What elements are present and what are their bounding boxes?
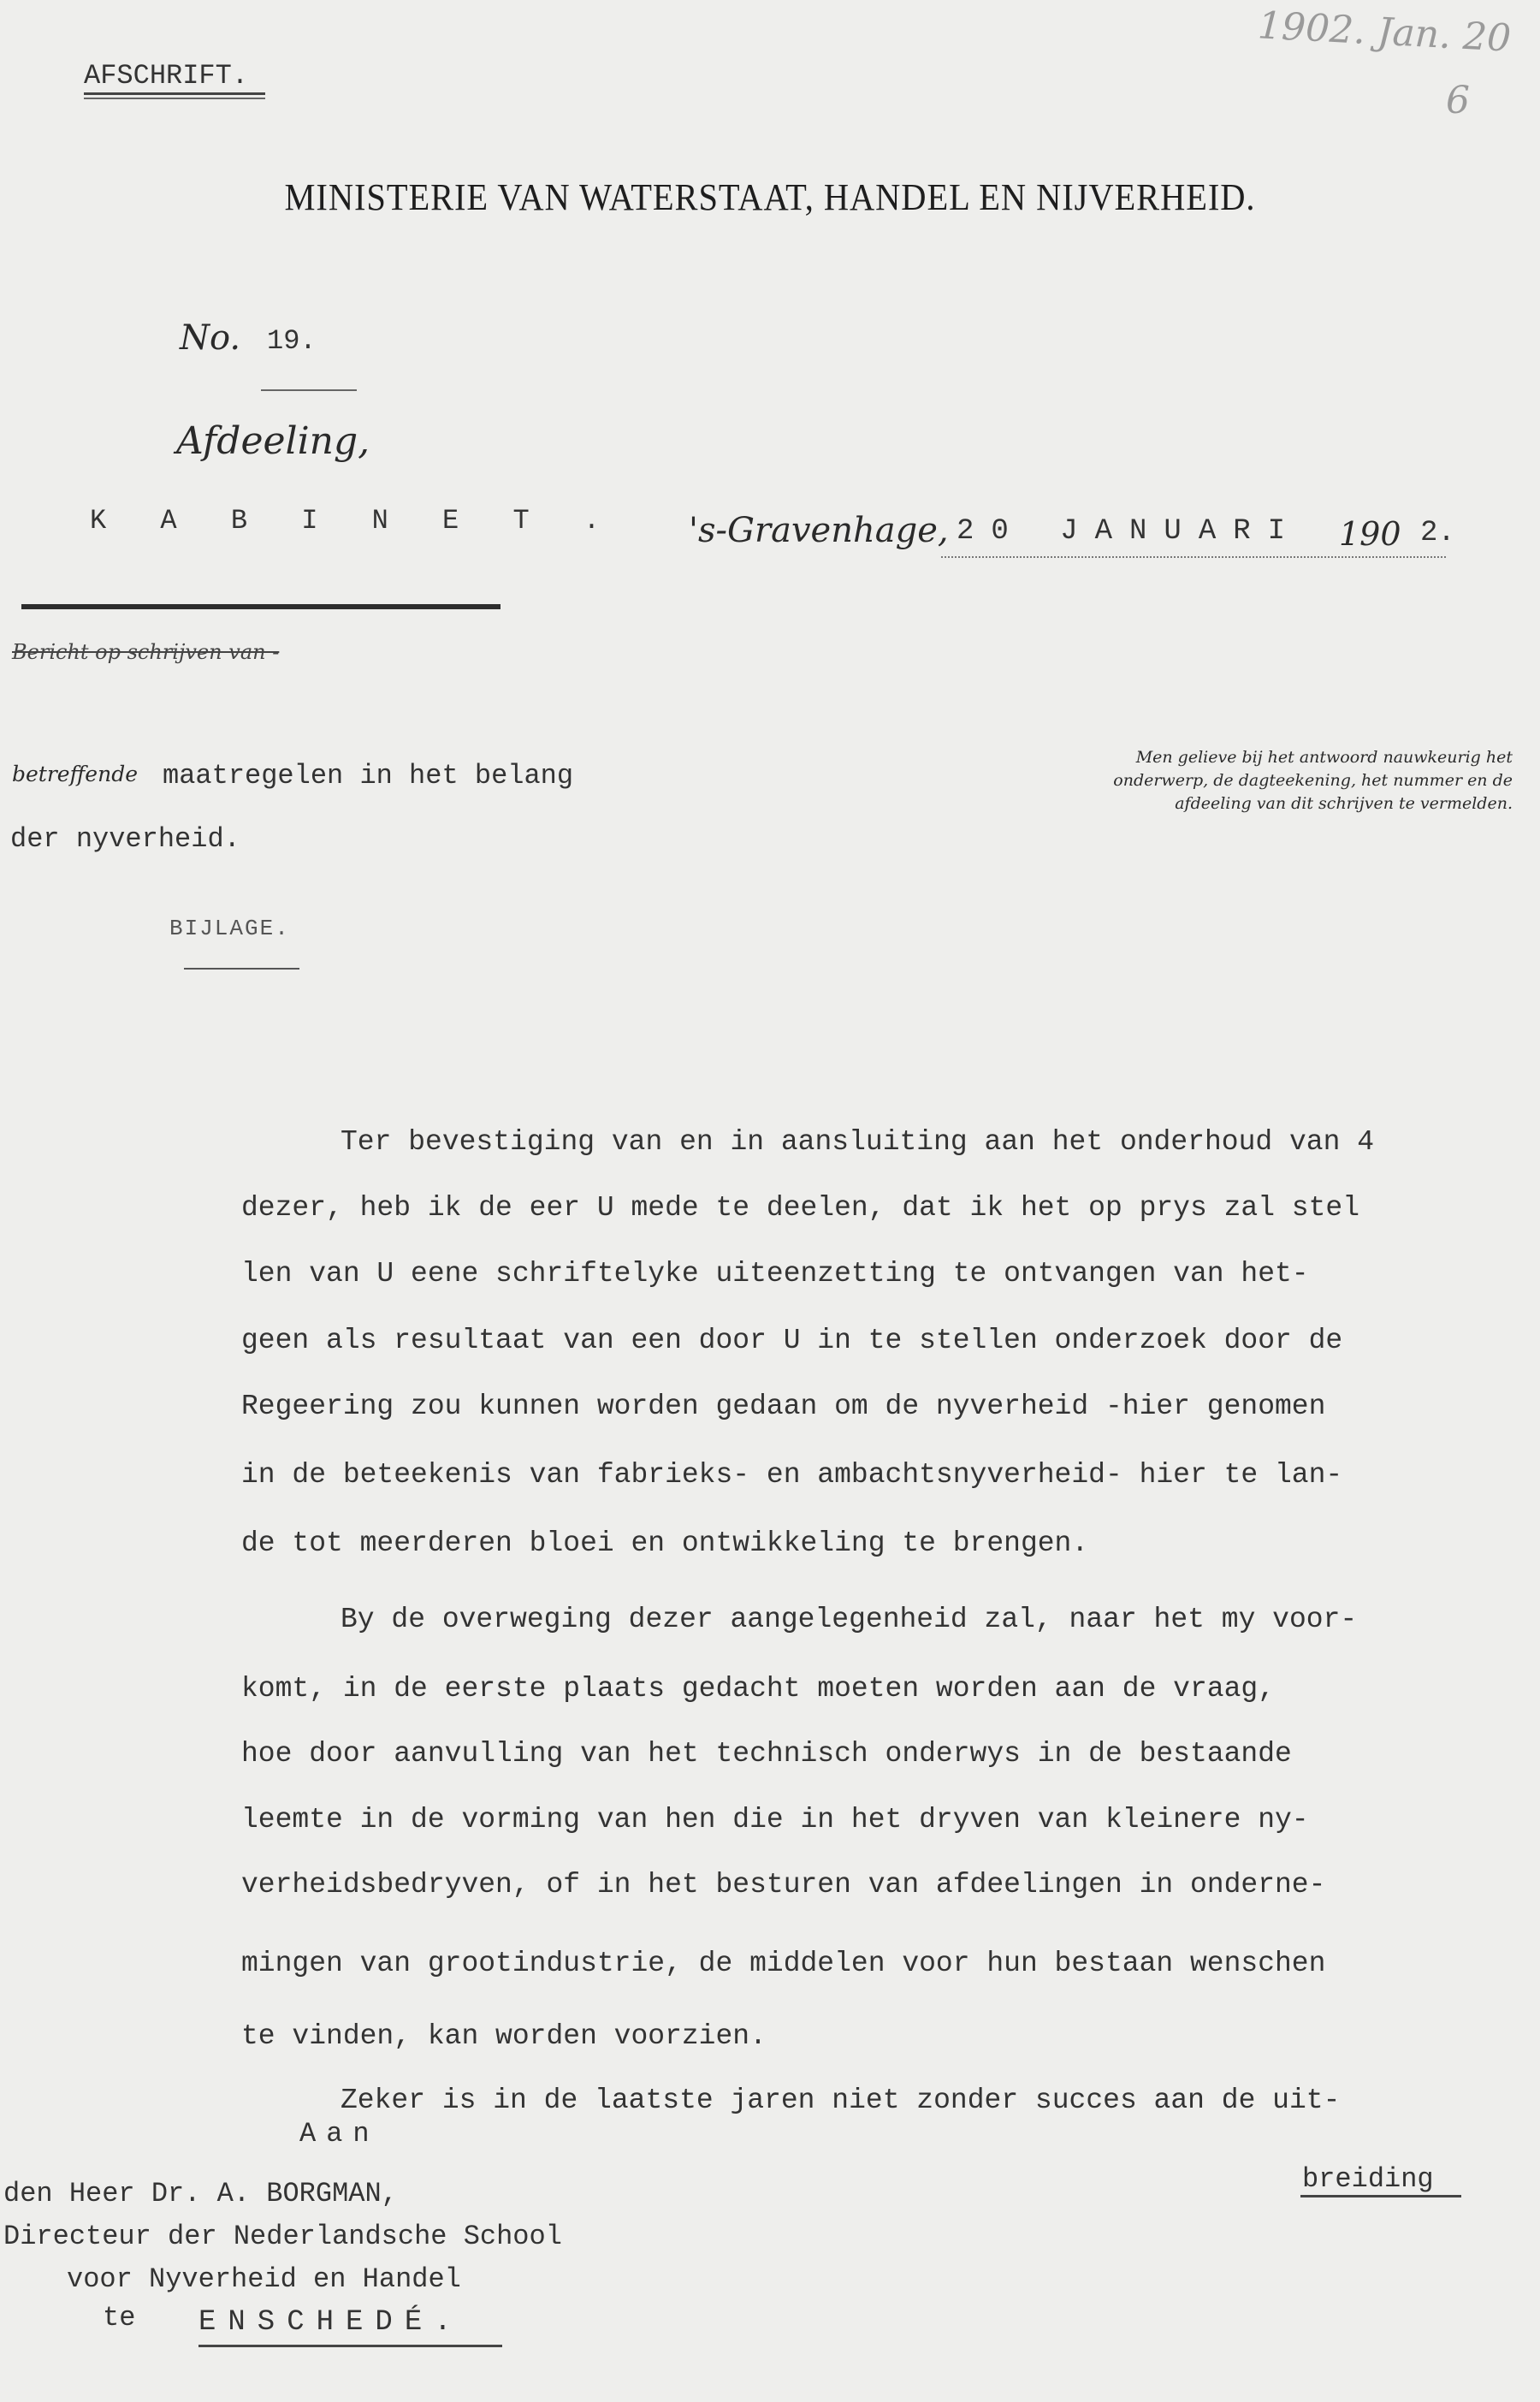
body-line: verheidsbedryven, of in het besturen van afdeelingen in onderne- — [241, 1869, 1326, 1901]
handwritten-date: 1902. Jan. 20 — [1256, 3, 1513, 61]
subject-line-1: maatregelen in het belang — [163, 760, 574, 792]
addressee-aan: Aan — [299, 2118, 380, 2150]
body-line: komt, in de eerste plaats gedacht moeten worden aan de vraag, — [241, 1673, 1275, 1705]
reply-reference-struck: Bericht op schrijven van - — [12, 640, 280, 664]
catchword: breiding — [1302, 2163, 1434, 2195]
handwritten-number: 6 — [1446, 79, 1470, 122]
department-value: K A B I N E T . — [90, 505, 619, 537]
number-value: 19. — [267, 325, 317, 357]
department-label: Afdeeling, — [176, 419, 370, 463]
body-line: dezer, heb ik de eer U mede te deelen, dat ik het op prys zal stel — [241, 1192, 1360, 1224]
body-line: mingen van grootindustrie, de middelen voor hun bestaan wenschen — [241, 1948, 1326, 1979]
subject-line-2: der nyverheid. — [10, 823, 240, 855]
subject-label: betreffende — [12, 762, 138, 786]
catchword-underline — [1300, 2195, 1461, 2197]
body-line: Regeering zou kunnen worden gedaan om de nyverheid -hier genomen — [241, 1391, 1326, 1422]
body-line: Zeker is in de laatste jaren niet zonder succes aan de uit- — [341, 2085, 1341, 2116]
copy-label-underline — [84, 92, 265, 95]
addressee-city-underline — [198, 2345, 502, 2347]
enclosure-label: BIJLAGE. — [169, 916, 290, 941]
body-line: Ter bevestiging van en in aansluiting aan het onderhoud van 4 — [341, 1126, 1374, 1158]
addressee-line-1: den Heer Dr. A. BORGMAN, — [3, 2178, 398, 2209]
year-prefix: 190 — [1339, 515, 1401, 553]
date-rule — [941, 556, 1446, 558]
enclosure-rule — [184, 968, 299, 970]
body-line: de tot meerderen bloei en ontwikkeling te brengen. — [241, 1527, 1089, 1559]
ministry-title: MINISTERIE VAN WATERSTAAT, HANDEL EN NIJVERHEID. — [284, 176, 1256, 218]
date-text: 20 JANUARI — [957, 515, 1303, 548]
reply-instruction-note: Men gelieve bij het antwoord nauwkeurig het onderwerp, de dagteekening, het nummer en de afdeeling van dit schrijven te vermelden. — [1113, 748, 1513, 813]
number-rule — [261, 389, 357, 391]
copy-label-underline-2 — [84, 98, 265, 99]
header-divider — [21, 604, 500, 609]
addressee-line-2: Directeur der Nederlandsche School — [3, 2221, 562, 2252]
body-line: geen als resultaat van een door U in te stellen onderzoek door de — [241, 1325, 1343, 1356]
body-line: te vinden, kan worden voorzien. — [241, 2020, 767, 2052]
body-line: By de overweging dezer aangelegenheid zal, naar het my voor- — [341, 1604, 1358, 1635]
addressee-city: ENSCHEDÉ. — [198, 2306, 464, 2339]
body-line: leemte in de vorming van hen die in het dryven van kleinere ny- — [241, 1804, 1309, 1836]
body-line: len van U eene schriftelyke uiteenzetting te ontvangen van het- — [241, 1258, 1309, 1290]
number-label: No. — [180, 318, 241, 358]
copy-label: AFSCHRIFT. — [84, 60, 249, 92]
body-line: hoe door aanvulling van het technisch onderwys in de bestaande — [241, 1738, 1292, 1770]
year-suffix: 2. — [1420, 517, 1455, 549]
place-name: 's-Gravenhage, — [689, 511, 949, 550]
addressee-line-4: te — [103, 2302, 136, 2334]
addressee-line-3: voor Nyverheid en Handel — [67, 2263, 461, 2295]
body-line: in de beteekenis van fabrieks- en ambachtsnyverheid- hier te lan- — [241, 1459, 1343, 1491]
